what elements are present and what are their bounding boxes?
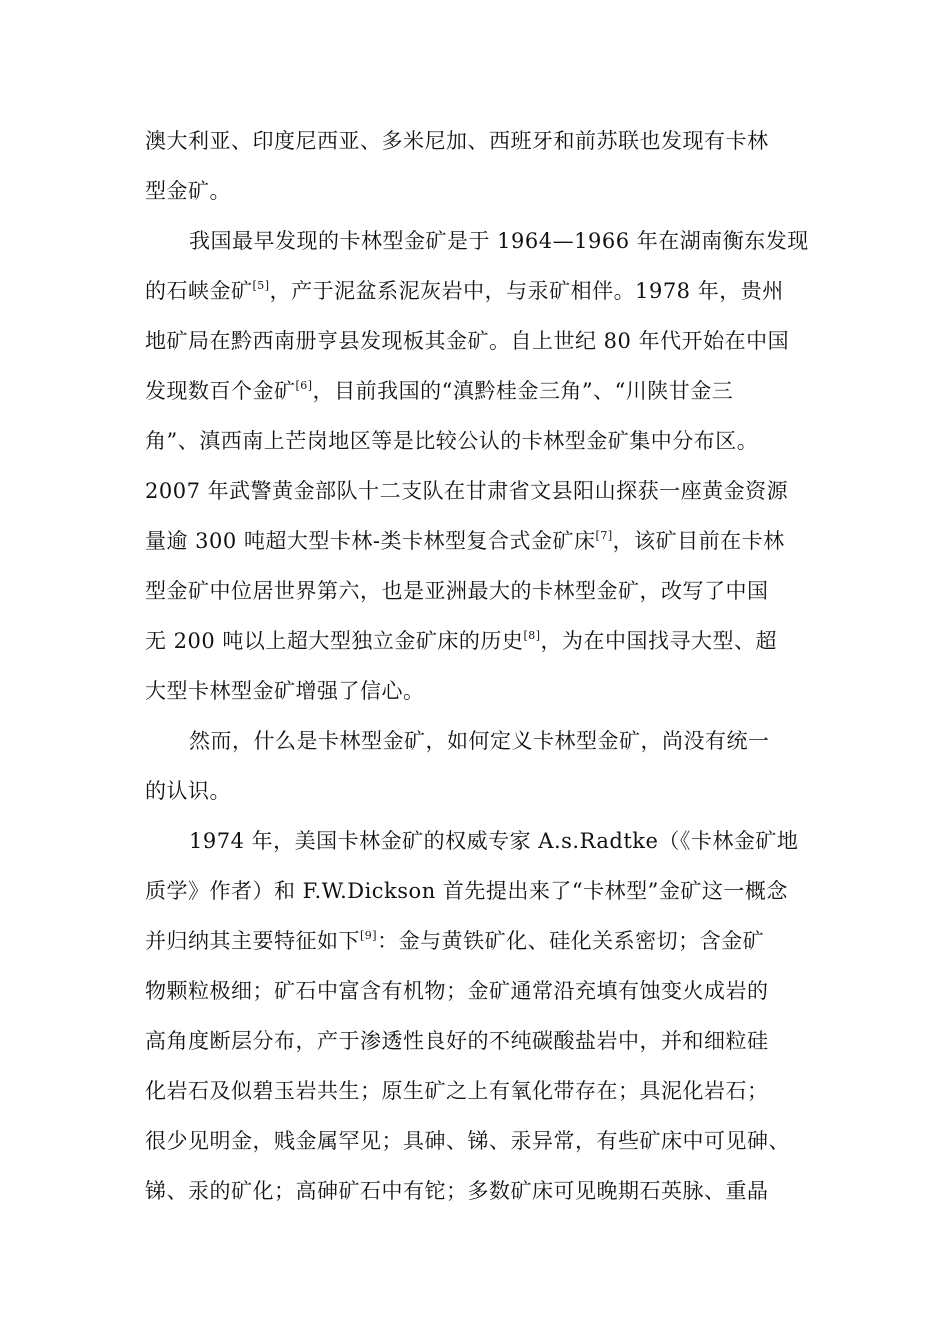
- line-text: 并归纳其主要特征如下: [145, 929, 360, 953]
- line-text: 1974 年，美国卡林金矿的权威专家 A.s.Radtke（《卡林金矿地: [189, 829, 799, 853]
- citation-ref: [7]: [595, 529, 613, 542]
- text-line: [145, 216, 835, 266]
- line-text: 地矿局在黔西南册亨县发现板其金矿。自上世纪 80 年代开始在中国: [145, 329, 790, 353]
- line-text: 我国最早发现的卡林型金矿是于 1964—1966 年在湖南衡东发现: [189, 229, 809, 253]
- text-line: [145, 616, 835, 666]
- line-text-continued: ，产于泥盆系泥灰岩中，与汞矿相伴。1978 年，贵州: [269, 279, 784, 303]
- text-line: [145, 866, 835, 916]
- text-line: [145, 566, 835, 616]
- line-text: 锑、汞的矿化；高砷矿石中有铊；多数矿床可见晚期石英脉、重晶: [145, 1179, 769, 1203]
- text-line: [145, 266, 835, 316]
- line-text: 型金矿中位居世界第六，也是亚洲最大的卡林型金矿，改写了中国: [145, 579, 769, 603]
- text-line: [145, 516, 835, 566]
- text-line: [145, 166, 835, 216]
- line-text: 量逾 300 吨超大型卡林-类卡林型复合式金矿床: [145, 529, 596, 553]
- text-line: [145, 1166, 835, 1216]
- line-text: 型金矿。: [145, 179, 231, 203]
- text-line: [145, 916, 835, 966]
- line-text: 无 200 吨以上超大型独立金矿床的历史: [145, 629, 524, 653]
- text-line: [145, 116, 835, 166]
- line-text-continued: ：金与黄铁矿化、硅化关系密切；含金矿: [377, 929, 765, 953]
- text-line: [145, 816, 835, 866]
- line-text: 物颗粒极细；矿石中富含有机物；金矿通常沿充填有蚀变火成岩的: [145, 979, 769, 1003]
- line-text: 质学》作者）和 F.W.Dickson 首先提出来了“卡林型”金矿这一概念: [145, 879, 788, 903]
- text-line: [145, 716, 835, 766]
- line-text: 的石峡金矿: [145, 279, 253, 303]
- line-text: 发现数百个金矿: [145, 379, 296, 403]
- text-line: [145, 416, 835, 466]
- text-line: [145, 966, 835, 1016]
- line-text-continued: ，目前我国的“滇黔桂金三角”、“川陕甘金三: [312, 379, 734, 403]
- line-text: 化岩石及似碧玉岩共生；原生矿之上有氧化带存在；具泥化岩石；: [145, 1079, 769, 1103]
- line-text: 高角度断层分布，产于渗透性良好的不纯碳酸盐岩中，并和细粒硅: [145, 1029, 769, 1053]
- text-line: [145, 666, 835, 716]
- citation-ref: [6]: [295, 379, 313, 392]
- text-line: [145, 466, 835, 516]
- line-text-continued: ，该矿目前在卡林: [612, 529, 785, 553]
- line-text: 2007 年武警黄金部队十二支队在甘肃省文县阳山探获一座黄金资源: [145, 479, 789, 503]
- citation-ref: [8]: [523, 629, 541, 642]
- line-text: 的认识。: [145, 779, 231, 803]
- text-line: [145, 316, 835, 366]
- text-line: [145, 1066, 835, 1116]
- line-text: 大型卡林型金矿增强了信心。: [145, 679, 425, 703]
- line-text: 很少见明金，贱金属罕见；具砷、锑、汞异常，有些矿床中可见砷、: [145, 1129, 790, 1153]
- text-line: [145, 366, 835, 416]
- text-line: [145, 766, 835, 816]
- text-line: [145, 1016, 835, 1066]
- citation-ref: [9]: [360, 929, 378, 942]
- line-text: 然而，什么是卡林型金矿，如何定义卡林型金矿，尚没有统一: [189, 729, 770, 753]
- line-text: 澳大利亚、印度尼西亚、多米尼加、西班牙和前苏联也发现有卡林: [145, 129, 769, 153]
- body-text: [145, 116, 835, 1216]
- line-text-continued: ，为在中国找寻大型、超: [540, 629, 778, 653]
- text-line: [145, 1116, 835, 1166]
- line-text: 角”、滇西南上芒岗地区等是比较公认的卡林型金矿集中分布区。: [145, 429, 759, 453]
- citation-ref: [5]: [252, 279, 270, 292]
